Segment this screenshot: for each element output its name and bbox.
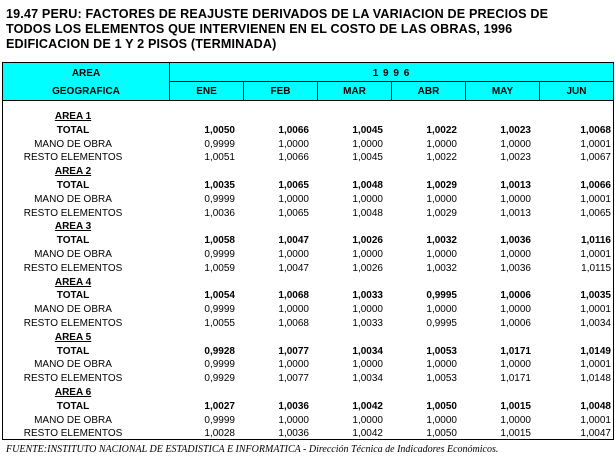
cell-value: 1,0015: [500, 428, 531, 440]
cell-value: 1,0036: [204, 207, 235, 219]
cell-value: 1,0149: [580, 345, 611, 357]
cell-value: 1,0048: [352, 180, 383, 191]
cell-value: 0,9999: [204, 249, 235, 260]
cell-value: 1,0036: [278, 400, 309, 412]
cell-value: 1,0032: [426, 235, 457, 247]
month-header-2: MAR: [343, 86, 366, 97]
cell-value: 1,0000: [500, 359, 531, 371]
cell-value: 1,0042: [352, 428, 383, 440]
cell-value: 1,0000: [278, 304, 309, 316]
cell-value: 1,0036: [500, 262, 531, 274]
cell-value: 1,0001: [580, 359, 611, 371]
cell-value: 1,0000: [426, 249, 457, 260]
cell-value: 1,0013: [500, 207, 531, 219]
cell-value: 0,9995: [426, 290, 457, 302]
cell-value: 1,0032: [426, 262, 457, 274]
cell-value: 1,0050: [426, 400, 457, 412]
cell-value: 1,0000: [278, 138, 309, 150]
cell-value: 1,0034: [580, 318, 611, 329]
cell-value: 1,0148: [580, 373, 611, 385]
cell-value: 1,0027: [204, 400, 235, 412]
cell-value: 1,0047: [278, 235, 309, 247]
cell-value: 1,0000: [500, 138, 531, 150]
table-row: [3, 414, 613, 428]
cell-value: 1,0000: [426, 414, 457, 426]
cell-value: 1,0047: [580, 428, 611, 440]
cell-value: 1,0171: [500, 345, 531, 357]
title-line-1: 19.47 PERU: FACTORES DE REAJUSTE DERIVADOS DE LA VARIACION DE PRECIOS DE: [6, 7, 549, 21]
cell-value: 1,0050: [426, 428, 457, 440]
cell-value: 1,0000: [426, 304, 457, 316]
cell-value: 1,0000: [500, 193, 531, 205]
cell-value: 1,0023: [500, 124, 531, 136]
cell-value: 1,0001: [580, 414, 611, 426]
cell-value: 1,0047: [278, 262, 309, 274]
table-row: [3, 179, 613, 193]
row-label: MANO DE OBRA: [34, 304, 112, 316]
row-label: RESTO ELEMENTOS: [23, 318, 123, 329]
cell-value: 1,0054: [204, 290, 235, 302]
cell-value: 1,0000: [352, 414, 383, 426]
area-heading-row: [3, 276, 613, 290]
table-row: [3, 400, 613, 414]
cell-value: 1,0000: [500, 414, 531, 426]
area-heading-row: [3, 331, 613, 345]
row-label: TOTAL: [56, 345, 90, 357]
cell-value: 1,0000: [500, 304, 531, 316]
area-heading-row: [3, 220, 613, 234]
area-label: AREA 5: [54, 331, 92, 343]
month-header-4: MAY: [491, 86, 514, 97]
table-title: [6, 7, 606, 52]
cell-value: 1,0000: [278, 193, 309, 205]
cell-value: 1,0028: [204, 428, 235, 440]
cell-value: 1,0077: [278, 373, 309, 385]
cell-value: 1,0000: [278, 414, 309, 426]
cell-value: 1,0033: [352, 290, 383, 302]
row-label: TOTAL: [56, 235, 90, 247]
cell-value: 1,0045: [352, 124, 383, 136]
table-row: [3, 234, 613, 248]
cell-value: 0,9999: [204, 138, 235, 150]
header-area-line1: AREA: [71, 68, 101, 79]
cell-value: 1,0006: [500, 318, 531, 329]
cell-value: 1,0035: [580, 290, 611, 302]
table-row: [3, 372, 613, 386]
cell-value: 1,0068: [278, 318, 309, 329]
cell-value: 1,0035: [204, 180, 235, 191]
cell-value: 1,0001: [580, 193, 611, 205]
cell-value: 1,0026: [352, 262, 383, 274]
cell-value: 1,0053: [426, 345, 457, 357]
row-label: TOTAL: [56, 290, 90, 302]
table-row: [3, 151, 613, 165]
table-row: [3, 207, 613, 221]
row-label: MANO DE OBRA: [34, 138, 112, 150]
area-heading-row: [3, 386, 613, 400]
cell-value: 1,0053: [426, 373, 457, 385]
cell-value: 1,0000: [426, 359, 457, 371]
cell-value: 0,9999: [204, 193, 235, 205]
month-header-3: ABR: [417, 86, 440, 97]
row-label: MANO DE OBRA: [34, 249, 112, 260]
cell-value: 1,0066: [580, 180, 611, 191]
header-area-line2: GEOGRAFICA: [52, 86, 120, 97]
cell-value: 1,0065: [278, 207, 309, 219]
area-heading-row: [3, 165, 613, 179]
cell-value: 1,0042: [352, 400, 383, 412]
cell-value: 1,0115: [581, 262, 611, 274]
cell-value: 1,0001: [580, 138, 611, 150]
cell-value: 1,0067: [580, 152, 611, 164]
cell-value: 1,0048: [580, 400, 611, 412]
table-header: [3, 63, 613, 101]
cell-value: 1,0000: [426, 193, 457, 205]
cell-value: 1,0000: [352, 304, 383, 316]
cell-value: 1,0050: [204, 124, 235, 136]
table-row: [3, 248, 613, 262]
month-divider: [243, 82, 244, 100]
cell-value: 1,0036: [278, 428, 309, 440]
month-header-0: ENE: [196, 86, 217, 97]
area-label: AREA 1: [54, 111, 92, 122]
row-label: MANO DE OBRA: [34, 414, 112, 426]
cell-value: 1,0068: [278, 290, 309, 302]
month-divider: [465, 82, 466, 100]
cell-value: 1,0000: [352, 249, 383, 260]
row-label: MANO DE OBRA: [34, 359, 112, 371]
cell-value: 1,0066: [278, 152, 309, 164]
cell-value: 0,9999: [204, 359, 235, 371]
cell-value: 1,0051: [204, 152, 235, 164]
area-label: AREA 3: [54, 221, 92, 233]
cell-value: 1,0023: [500, 152, 531, 164]
row-label: MANO DE OBRA: [34, 193, 112, 205]
row-label: TOTAL: [56, 400, 90, 412]
cell-value: 1,0033: [352, 318, 383, 329]
cell-value: 1,0065: [278, 180, 309, 191]
table-row: [3, 193, 613, 207]
cell-value: 0,9999: [204, 304, 235, 316]
cell-value: 1,0065: [580, 207, 611, 219]
table-row: [3, 289, 613, 303]
area-heading-row: [3, 110, 613, 124]
cell-value: 1,0116: [580, 235, 611, 247]
cell-value: 0,9999: [204, 414, 235, 426]
cell-value: 1,0000: [352, 359, 383, 371]
table-row: [3, 427, 613, 441]
cell-value: 1,0066: [278, 124, 309, 136]
header-year: 1 9 9 6: [372, 68, 411, 79]
cell-value: 1,0000: [278, 359, 309, 371]
cell-value: 1,0013: [500, 180, 531, 191]
row-label: TOTAL: [56, 180, 90, 191]
cell-value: 1,0171: [500, 373, 531, 385]
row-label: RESTO ELEMENTOS: [23, 207, 123, 219]
area-label: AREA 6: [54, 387, 92, 398]
month-header-5: JUN: [566, 86, 587, 97]
cell-value: 0,9929: [204, 373, 235, 385]
row-label: RESTO ELEMENTOS: [23, 152, 123, 164]
row-label: RESTO ELEMENTOS: [23, 428, 123, 440]
area-label: AREA 4: [54, 276, 92, 288]
table-row: [3, 317, 613, 331]
cell-value: 1,0015: [500, 400, 531, 412]
cell-value: 1,0058: [204, 235, 235, 247]
table-row: [3, 138, 613, 152]
cell-value: 0,9928: [204, 345, 235, 357]
row-label: RESTO ELEMENTOS: [23, 262, 123, 274]
table-row: [3, 262, 613, 276]
month-header-1: FEB: [270, 86, 291, 97]
cell-value: 1,0029: [426, 180, 457, 191]
cell-value: 1,0034: [352, 373, 383, 385]
cell-value: 1,0006: [500, 290, 531, 302]
month-divider: [317, 82, 318, 100]
table-row: [3, 124, 613, 138]
data-table: [2, 62, 614, 440]
cell-value: 1,0000: [426, 138, 457, 150]
source-footnote: FUENTE:INSTITUTO NACIONAL DE ESTADISTICA E INFORMATICA - Dirección Técnica de Indicadores Económicos.: [6, 444, 499, 455]
cell-value: 1,0045: [352, 152, 383, 164]
cell-value: 1,0048: [352, 207, 383, 219]
cell-value: 1,0022: [426, 124, 457, 136]
month-divider: [391, 82, 392, 100]
cell-value: 1,0026: [352, 235, 383, 247]
table-row: [3, 358, 613, 372]
cell-value: 1,0036: [500, 235, 531, 247]
cell-value: 1,0059: [204, 262, 235, 274]
cell-value: 1,0000: [352, 193, 383, 205]
row-label: RESTO ELEMENTOS: [23, 373, 123, 385]
cell-value: 1,0034: [352, 345, 383, 357]
cell-value: 1,0068: [580, 124, 611, 136]
title-line-2: TODOS LOS ELEMENTOS QUE INTERVIENEN EN EL COSTO DE LAS OBRAS, 1996: [6, 22, 513, 36]
cell-value: 1,0077: [278, 345, 309, 357]
row-label: TOTAL: [56, 124, 90, 136]
month-divider: [539, 82, 540, 100]
area-label: AREA 2: [54, 166, 92, 178]
cell-value: 1,0000: [500, 249, 531, 260]
cell-value: 1,0001: [580, 249, 611, 260]
cell-value: 0,9995: [426, 318, 457, 329]
cell-value: 1,0055: [204, 318, 235, 329]
table-row: [3, 303, 613, 317]
title-line-3: EDIFICACION DE 1 Y 2 PISOS (TERMINADA): [6, 37, 277, 51]
cell-value: 1,0000: [352, 138, 383, 150]
table-row: [3, 345, 613, 359]
cell-value: 1,0000: [278, 249, 309, 260]
cell-value: 1,0001: [580, 304, 611, 316]
cell-value: 1,0022: [426, 152, 457, 164]
cell-value: 1,0029: [426, 207, 457, 219]
